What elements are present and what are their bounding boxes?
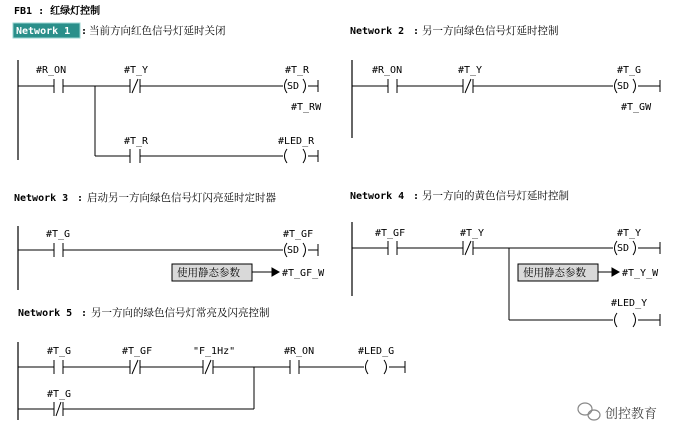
n3-coil-type: SD bbox=[287, 245, 300, 256]
n4-contact-label-2: #T_Y bbox=[460, 228, 485, 239]
n3-timer-value: #T_GF_W bbox=[282, 268, 325, 279]
n5-contact-no[interactable] bbox=[54, 360, 63, 374]
n4-coil-label-2: #LED_Y bbox=[611, 298, 648, 309]
n1-contact-label-2: #T_Y bbox=[124, 65, 149, 76]
network-3-colon: : bbox=[77, 193, 84, 204]
network-2-comment: 另一方向绿色信号灯延时控制 bbox=[422, 25, 559, 37]
network-2-colon: : bbox=[413, 26, 420, 37]
network-4-comment: 另一方向的黄色信号灯延时控制 bbox=[422, 190, 569, 202]
n2-contact-label-1: #R_ON bbox=[372, 65, 403, 76]
n2-contact-label-2: #T_Y bbox=[458, 65, 483, 76]
n1-contact-no-2[interactable] bbox=[130, 149, 140, 163]
n5-contact-nc-3[interactable] bbox=[54, 402, 63, 416]
n5-contact-label-2: #T_GF bbox=[122, 346, 153, 357]
n1-coil-led[interactable] bbox=[285, 149, 306, 163]
n4-timer-value: #T_Y_W bbox=[622, 268, 659, 279]
n3-arrow-icon bbox=[272, 268, 279, 276]
n3-coil-label: #T_GF bbox=[283, 229, 314, 240]
network-4-label: Network 4 bbox=[350, 191, 405, 202]
network-5-colon: : bbox=[81, 308, 88, 319]
n4-contact-no[interactable] bbox=[388, 241, 397, 255]
network-5-label: Network 5 bbox=[18, 308, 73, 319]
n5-contact-nc-1[interactable] bbox=[130, 360, 140, 374]
n4-note-text: 使用静态参数 bbox=[523, 267, 586, 279]
n5-contact-no-2[interactable] bbox=[290, 360, 299, 374]
n4-contact-label-1: #T_GF bbox=[375, 228, 406, 239]
n2-coil-label: #T_G bbox=[617, 65, 642, 76]
n1-coil-label: #T_R bbox=[285, 65, 310, 76]
network-2-label: Network 2 bbox=[350, 26, 405, 37]
n5-contact-label-5: #T_G bbox=[47, 389, 72, 400]
n3-contact-no[interactable] bbox=[54, 243, 63, 257]
network-3-comment: 启动另一方向绿色信号灯闪亮延时定时器 bbox=[87, 192, 276, 204]
n4-arrow-icon bbox=[612, 268, 619, 276]
n5-contact-nc-2[interactable] bbox=[203, 360, 213, 374]
fb-title: FB1 : 红绿灯控制 bbox=[14, 6, 101, 17]
n2-contact-no[interactable] bbox=[388, 79, 397, 93]
n5-coil-label: #LED_G bbox=[358, 346, 395, 357]
n4-coil-led[interactable] bbox=[615, 313, 636, 327]
n5-contact-label-3: "F_1Hz" bbox=[193, 346, 236, 357]
n1-coil-type: SD bbox=[287, 81, 300, 92]
n1-contact-nc[interactable] bbox=[130, 79, 140, 93]
n3-contact-label-1: #T_G bbox=[46, 229, 71, 240]
n2-contact-nc[interactable] bbox=[463, 79, 473, 93]
network-1-colon: : bbox=[81, 26, 88, 37]
n5-contact-label-4: #R_ON bbox=[284, 346, 315, 357]
n4-coil-type: SD bbox=[617, 243, 630, 254]
network-5-comment: 另一方向的绿色信号灯常亮及闪亮控制 bbox=[91, 307, 270, 319]
network-3-label: Network 3 bbox=[14, 193, 69, 204]
n5-coil-led[interactable] bbox=[366, 360, 387, 374]
wechat-icon bbox=[578, 403, 600, 420]
n1-timer-value: #T_RW bbox=[291, 102, 322, 113]
network-4-colon: : bbox=[413, 191, 420, 202]
n5-contact-label-1: #T_G bbox=[47, 346, 72, 357]
network-1-label: Network 1 bbox=[16, 26, 71, 37]
n2-timer-value: #T_GW bbox=[621, 102, 652, 113]
n4-coil-label: #T_Y bbox=[617, 228, 642, 239]
n1-coil-label-2: #LED_R bbox=[278, 136, 315, 147]
n1-contact-label-1: #R_ON bbox=[36, 65, 67, 76]
n1-contact-label-3: #T_R bbox=[124, 136, 149, 147]
network-1-comment: 当前方向红色信号灯延时关闭 bbox=[89, 25, 226, 37]
watermark-text: 创控教育 bbox=[605, 407, 658, 422]
n2-coil-type: SD bbox=[617, 81, 630, 92]
n1-contact-no[interactable] bbox=[54, 79, 63, 93]
n4-contact-nc[interactable] bbox=[463, 241, 473, 255]
n3-note-text: 使用静态参数 bbox=[177, 267, 240, 279]
